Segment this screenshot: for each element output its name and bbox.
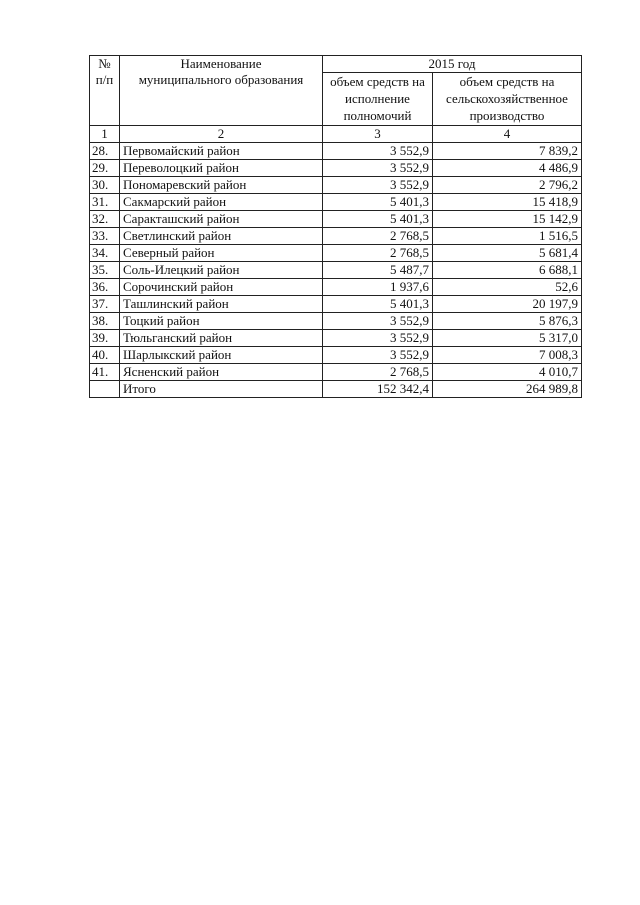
- table-row: [90, 279, 582, 296]
- row-name: Сакмарский район: [120, 194, 323, 211]
- table-row: [90, 347, 582, 364]
- total-row: [90, 381, 582, 398]
- row-value-agriculture: 1 516,5: [433, 228, 582, 245]
- row-name: Сорочинский район: [120, 279, 323, 296]
- total-label: Итого: [120, 381, 323, 398]
- row-value-powers: 5 401,3: [323, 194, 433, 211]
- row-value-agriculture: 7 008,3: [433, 347, 582, 364]
- row-value-powers: 3 552,9: [323, 330, 433, 347]
- row-value-powers: 3 552,9: [323, 347, 433, 364]
- row-number: 39.: [90, 330, 120, 347]
- row-value-agriculture: 5 317,0: [433, 330, 582, 347]
- row-value-powers: 5 401,3: [323, 211, 433, 228]
- row-name: Ташлинский район: [120, 296, 323, 313]
- row-name: Переволоцкий район: [120, 160, 323, 177]
- row-number: 34.: [90, 245, 120, 262]
- row-number: 41.: [90, 364, 120, 381]
- row-value-agriculture: 4 486,9: [433, 160, 582, 177]
- header-sub-agriculture: объем средств на сельскохозяйственное производство: [433, 73, 582, 126]
- row-name: Саракташский район: [120, 211, 323, 228]
- row-name: Ясненский район: [120, 364, 323, 381]
- row-name: Пономаревский район: [120, 177, 323, 194]
- row-number: 30.: [90, 177, 120, 194]
- row-value-agriculture: 5 681,4: [433, 245, 582, 262]
- row-value-agriculture: 5 876,3: [433, 313, 582, 330]
- row-name: Тоцкий район: [120, 313, 323, 330]
- header-name-line1: Наименование: [180, 56, 262, 71]
- index-cell-4: 4: [433, 126, 582, 143]
- total-number-cell: [90, 381, 120, 398]
- row-value-powers: 2 768,5: [323, 245, 433, 262]
- table-row: [90, 228, 582, 245]
- table-row: [90, 245, 582, 262]
- table-row: [90, 194, 582, 211]
- row-value-agriculture: 15 142,9: [433, 211, 582, 228]
- header-sub-powers: объем средств на исполнение полномочий: [323, 73, 433, 126]
- index-cell-1: 1: [90, 126, 120, 143]
- row-value-powers: 3 552,9: [323, 143, 433, 160]
- header-row-top: [90, 56, 582, 73]
- row-value-agriculture: 6 688,1: [433, 262, 582, 279]
- table-row: [90, 211, 582, 228]
- table-row: [90, 296, 582, 313]
- row-number: 40.: [90, 347, 120, 364]
- row-value-powers: 3 552,9: [323, 177, 433, 194]
- row-value-powers: 2 768,5: [323, 228, 433, 245]
- row-number: 35.: [90, 262, 120, 279]
- row-value-powers: 5 401,3: [323, 296, 433, 313]
- table-body: [90, 143, 582, 381]
- table-row: [90, 143, 582, 160]
- header-number-cell: [90, 56, 120, 126]
- row-value-agriculture: 15 418,9: [433, 194, 582, 211]
- row-number: 33.: [90, 228, 120, 245]
- header-year-cell: 2015 год: [323, 56, 582, 73]
- row-number: 29.: [90, 160, 120, 177]
- table-row: [90, 313, 582, 330]
- row-number: 36.: [90, 279, 120, 296]
- total-value-powers: 152 342,4: [323, 381, 433, 398]
- index-cell-2: 2: [120, 126, 323, 143]
- header-name-cell: [120, 56, 323, 126]
- row-value-agriculture: 2 796,2: [433, 177, 582, 194]
- budget-table: [89, 55, 582, 398]
- row-number: 31.: [90, 194, 120, 211]
- row-name: Тюльганский район: [120, 330, 323, 347]
- table-row: [90, 330, 582, 347]
- row-number: 28.: [90, 143, 120, 160]
- header-number-abbr: п/п: [95, 72, 114, 87]
- row-value-powers: 3 552,9: [323, 160, 433, 177]
- row-value-powers: 3 552,9: [323, 313, 433, 330]
- table-row: [90, 364, 582, 381]
- header-number-symbol: №: [98, 56, 111, 71]
- total-value-agriculture: 264 989,8: [433, 381, 582, 398]
- row-name: Шарлыкский район: [120, 347, 323, 364]
- table-row: [90, 177, 582, 194]
- index-row: [90, 126, 582, 143]
- row-number: 38.: [90, 313, 120, 330]
- row-value-powers: 5 487,7: [323, 262, 433, 279]
- row-name: Соль-Илецкий район: [120, 262, 323, 279]
- table-row: [90, 262, 582, 279]
- row-name: Северный район: [120, 245, 323, 262]
- table-row: [90, 160, 582, 177]
- row-value-agriculture: 7 839,2: [433, 143, 582, 160]
- row-value-powers: 2 768,5: [323, 364, 433, 381]
- row-value-agriculture: 52,6: [433, 279, 582, 296]
- row-number: 37.: [90, 296, 120, 313]
- row-name: Светлинский район: [120, 228, 323, 245]
- row-value-powers: 1 937,6: [323, 279, 433, 296]
- row-value-agriculture: 4 010,7: [433, 364, 582, 381]
- index-cell-3: 3: [323, 126, 433, 143]
- row-number: 32.: [90, 211, 120, 228]
- row-value-agriculture: 20 197,9: [433, 296, 582, 313]
- header-name-line2: муниципального образования: [138, 72, 304, 87]
- row-name: Первомайский район: [120, 143, 323, 160]
